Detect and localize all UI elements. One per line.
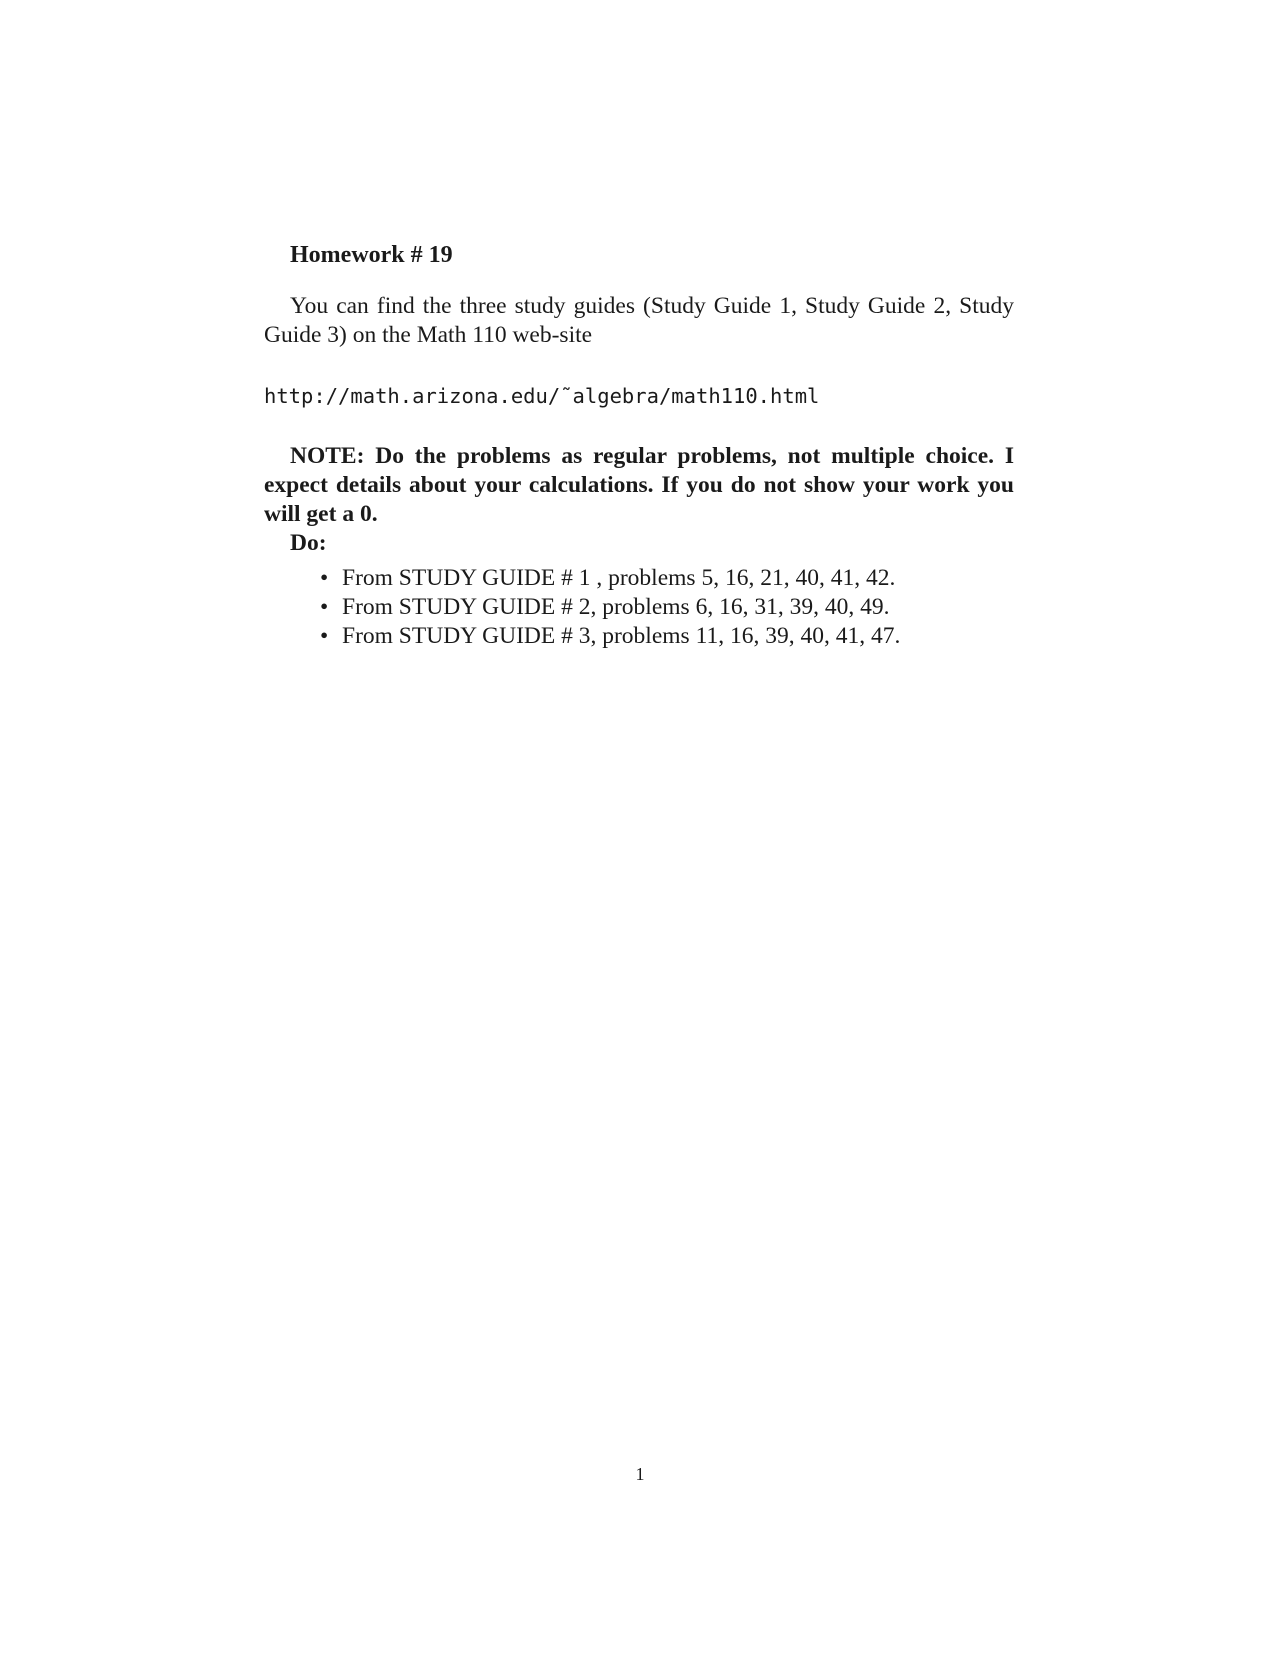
page-number: 1: [635, 1464, 645, 1484]
do-label: Do:: [290, 530, 327, 556]
task-text: From STUDY GUIDE # 1 , problems 5, 16, 21, 40, 41, 42.: [342, 565, 896, 591]
task-item: [320, 593, 1014, 622]
page-content: [264, 238, 1014, 651]
bullet-icon: •: [320, 594, 329, 620]
bullet-icon: •: [320, 565, 329, 591]
task-text: From STUDY GUIDE # 3, problems 11, 16, 39, 40, 41, 47.: [342, 623, 901, 649]
bullet-icon: •: [320, 623, 329, 649]
task-list: [264, 564, 1014, 651]
note-paragraph: NOTE: Do the problems as regular problems, not multiple choice. I expect details about your calculations. If you do not show your work you will get a 0.: [264, 443, 1014, 527]
homework-title: Homework # 19: [290, 242, 453, 268]
task-item: [320, 622, 1014, 651]
task-item: [320, 564, 1014, 593]
website-url: http://math.arizona.edu/˜algebra/math110.html: [264, 384, 820, 408]
task-text: From STUDY GUIDE # 2, problems 6, 16, 31, 39, 40, 49.: [342, 594, 890, 620]
intro-paragraph: You can find the three study guides (Study Guide 1, Study Guide 2, Study Guide 3) on the Math 110 web-site: [264, 293, 1014, 348]
